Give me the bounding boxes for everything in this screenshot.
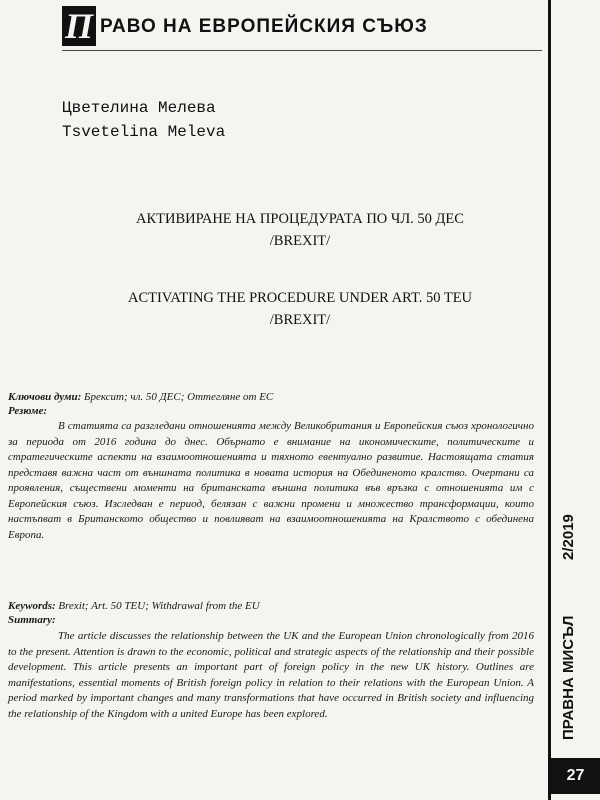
- article-title-en: [80, 287, 520, 331]
- summary-text-bg: В статията са разгледани отношенията между Великобритания и Европейския съюз хронологично за периода от 2016 година до днес. Обърнато е внимание на икономическите, политическите и стратегическите аспекти на взаимоотношенията и тяхното евентуално развитие. Настоящата статия представя важна част от външната политика в новата история на Обединеното кралство. Очертани са проявления, съществени моменти на британската външна политика във връзка с отношенията им с Европейския съюз. Изследван е период, белязан с важни промени и множество трансформации, които настъпват в Британското общество и повлияват на взаимоотношенията на Кралството с обединена Европа.: [8, 420, 534, 541]
- header-divider: [62, 50, 542, 51]
- journal-name: ПРАВНА МИСЪЛ: [560, 615, 577, 740]
- margin-rule: [548, 0, 551, 800]
- title-en-line1: ACTIVATING THE PROCEDURE UNDER ART. 50 TEU: [127, 290, 473, 306]
- article-title-bg: [80, 208, 520, 252]
- journal-issue: 2/2019: [560, 514, 577, 560]
- title-en-line2: /BREXIT/: [269, 312, 331, 328]
- page-number: 27: [551, 758, 600, 794]
- section-header: [62, 6, 542, 50]
- section-initial: П: [62, 6, 96, 46]
- summary-label-bg: Резюме:: [8, 405, 48, 417]
- summary-label-en-row: [8, 613, 536, 627]
- author-name-bg: Цветелина Мелева: [62, 99, 216, 117]
- summary-text-en: The article discusses the relationship between the UK and the European Union chronologically from 2016 to the present. Attention is drawn to the economic, political and strategic aspects of the relationship and their possible development. This article presents an important part of foreign policy in the new UK history. Outlines are manifestations, essential moments of British foreign policy in relation to their relations with the European Union. A period marked by important changes and many transformations that have occurred in British society and influencing the relationship of the Kingdom with a united Europe has been explored.: [8, 630, 534, 720]
- section-title: РАВО НА ЕВРОПЕЙСКИЯ СЪЮЗ: [100, 16, 428, 37]
- keywords-en: [8, 599, 536, 613]
- title-bg-line2: /BREXIT/: [269, 233, 331, 249]
- author-name-en: Tsvetelina Meleva: [62, 123, 226, 141]
- title-bg-line1: АКТИВИРАНЕ НА ПРОЦЕДУРАТА ПО ЧЛ. 50 ДЕС: [136, 211, 464, 227]
- summary-label-bg-row: [8, 404, 536, 418]
- keywords-label-bg: Ключови думи:: [8, 391, 82, 403]
- keywords-label-en: Keywords:: [8, 600, 56, 612]
- keywords-text-en: Brexit; Art. 50 TEU; Withdrawal from the EU: [58, 600, 260, 612]
- author-block: [62, 96, 225, 144]
- keywords-bg: [8, 390, 536, 404]
- summary-label-en: Summary:: [8, 614, 56, 626]
- keywords-text-bg: Брексит; чл. 50 ДЕС; Оттегляне от ЕС: [84, 391, 274, 403]
